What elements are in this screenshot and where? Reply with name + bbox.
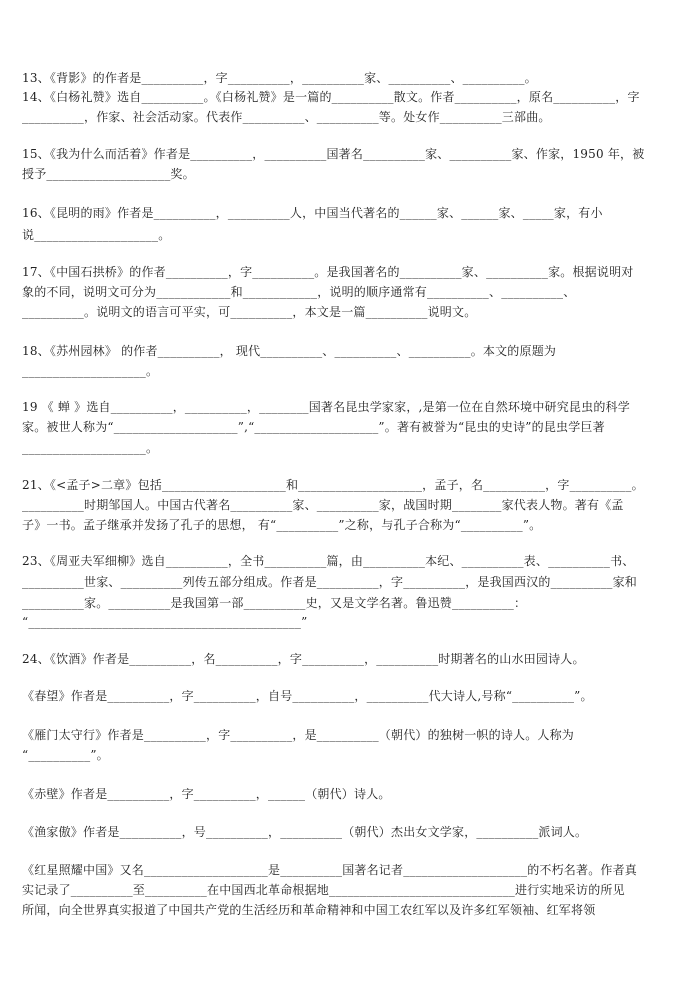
hongxing-line-1: 《红星照耀中国》又名____________________是__________国著名记者____________________的不朽名著。作者真 xyxy=(22,863,638,877)
q16-line-1: 16、《昆明的雨》作者是__________，__________人，中国当代著名的______家、______家、_____家，有小 xyxy=(22,206,603,220)
yanmen-line-2: “__________”。 xyxy=(22,748,109,762)
q19-line-3: ____________________。 xyxy=(22,441,159,455)
q21-line-3: 子》一书。孟子继承并发扬了孔子的思想， 有“__________”之称，与孔子合称为“__________”。 xyxy=(22,518,542,532)
q17-line-2: 象的不同，说明文可分为____________和____________，说明的顺序通常有__________、__________、 xyxy=(22,285,576,299)
chunwang-line-1: 《春望》作者是__________，字__________，自号__________，__________代大诗人,号称“__________”。 xyxy=(22,689,593,703)
q17-line-3: __________。说明文的语言可平实，可__________，本文是一篇__________说明文。 xyxy=(22,305,477,319)
q14-line-1: 14、《白杨礼赞》选自__________。《白杨礼赞》是一篇的__________散文。作者__________，原名__________，字 xyxy=(22,90,640,104)
q15-line-1: 15、《我为什么而活着》作者是__________，__________国著名__________家、__________家、作家，1950 年，被 xyxy=(22,147,645,161)
q17-line-1: 17、《中国石拱桥》的作者__________，字__________。是我国著名的__________家、__________家。根据说明对 xyxy=(22,265,634,279)
q18-line-1: 18、《苏州园林》 的作者__________， 现代__________、__________、__________。本文的原题为 xyxy=(22,344,557,358)
q21-line-1: 21、《<孟子>二章》包括____________________和____________________，孟子，名__________，字__________。 xyxy=(22,478,644,492)
q15-line-2: 授予____________________奖。 xyxy=(22,167,195,181)
yujiaao-line-1: 《渔家傲》作者是__________，号__________，__________（朝代）杰出女文学家，__________派词人。 xyxy=(22,825,588,839)
hongxing-line-3: 所闻，向全世界真实报道了中国共产党的生活经历和革命精神和中国工农红军以及许多红军领袖、红军将领 xyxy=(22,903,596,917)
q23-line-1: 23、《周亚夫军细柳》选自__________，全书__________篇，由__________本纪、__________表、__________书、 xyxy=(22,554,635,568)
q19-line-1: 19 《 蝉 》选自__________，__________，________国著名昆虫学家家，,是第一位在自然环境中研究昆虫的科学 xyxy=(22,400,630,414)
yanmen-line-1: 《雁门太守行》作者是__________，字__________，是__________（朝代）的独树一帜的诗人。人称为 xyxy=(22,728,575,742)
q18-line-2: ____________________。 xyxy=(22,364,159,378)
q24-line-1: 24、《饮酒》作者是__________，名__________，字__________，__________时期著名的山水田园诗人。 xyxy=(22,652,585,666)
q23-line-4: “____________________________________________” xyxy=(22,615,308,629)
q14-line-2: __________，作家、社会活动家。代表作__________、__________等。处女作__________三部曲。 xyxy=(22,110,551,124)
q23-line-2: __________世家、__________列传五部分组成。作者是__________，字__________，是我国西汉的__________家和 xyxy=(22,575,638,589)
q16-line-2: 说____________________。 xyxy=(22,228,171,242)
chibi-line-1: 《赤壁》作者是__________，字__________，______（朝代）诗人。 xyxy=(22,787,391,801)
q13-line-1: 13、《背影》的作者是__________，字__________，__________家、__________、__________。 xyxy=(22,71,537,85)
hongxing-line-2: 实记录了__________至__________在中国西北革命根据地______________________________进行实地采访的所见 xyxy=(22,883,625,897)
q19-line-2: 家。被世人称为“____________________”,“____________________”。著有被誉为“昆虫的史诗”的昆虫学巨著 xyxy=(22,420,605,434)
q21-line-2: __________时期邹国人。中国古代著名__________家、__________家，战国时期________家代表人物。著有《孟 xyxy=(22,498,624,512)
q23-line-3: __________家。__________是我国第一部__________史，又是文学名著。鲁迅赞__________： xyxy=(22,596,527,610)
